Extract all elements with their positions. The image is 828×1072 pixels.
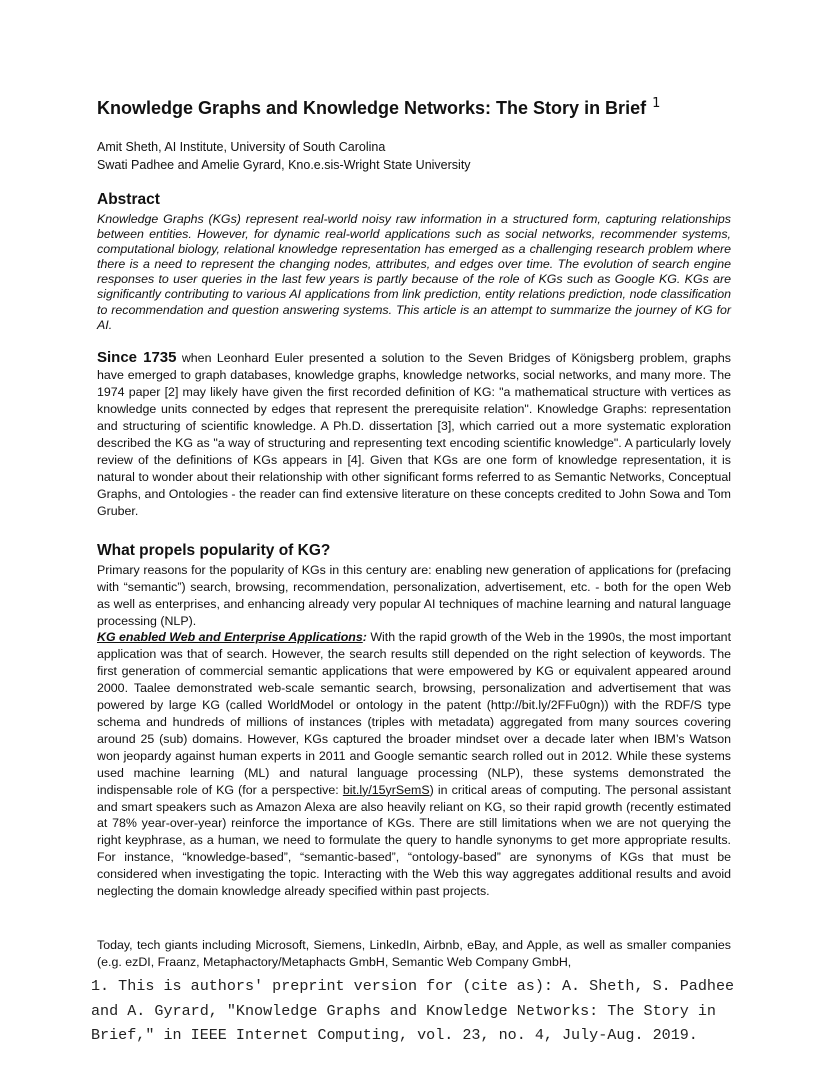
since-paragraph <box>97 350 731 520</box>
kg-heading-colon: : <box>362 630 367 644</box>
kg-applications-heading: KG enabled Web and Enterprise Applications <box>97 630 363 644</box>
author-line-2: Swati Padhee and Amelie Gyrard, Kno.e.sis-Wright State University <box>97 157 471 172</box>
kg-text-part-1: With the rapid growth of the Web in the 1990s, the most important application was that of search. However, the search results still depended on the right selection of keywords. The first generation of commercial semantic applications that were empowered by KG or equivalent appeared around 2000. Taalee demonstrated web-scale semantic search, browsing, personalization and advertisement that was powered by large KG (called WorldModel or ontology in the patent (http://bit.ly/2FFu0gn)) with the RDF/S type schema and hundreds of millions of instances (triples with metadata) aggregated from many sources covering around 25 (sub) domains. However, KGs captured the broader mindset over a decade later when IBM’s Watson won jeopardy against human experts in 2011 and Google semantic search rolled out in 2012. While these systems used machine learning (ML) and natural language processing (NLP), these systems demonstrated the indispensable role of KG (for a perspective: <box>97 630 732 797</box>
today-paragraph: Today, tech giants including Microsoft, Siemens, LinkedIn, Airbnb, eBay, and Apple, as well as smaller companies (e.g. ezDI, Fraanz, Metaphactory/Metaphacts GmbH, Semantic Web Company GmbH, <box>97 938 731 969</box>
author-list <box>97 139 471 174</box>
since-text: when Leonhard Euler presented a solution to the Seven Bridges of Königsberg problem, graphs have emerged to graph databases, knowledge graphs, knowledge networks, social networks, and many more. The 1974 paper [2] may likely have given the first recorded definition of KG: "a mathematical structure with vertices as knowledge units connected by edges that represent the prerequisite relation". Knowledge Graphs: representation and structuring of scientific knowledge. A Ph.D. dissertation [3], which carried out a more systematic exploration described the KG as "a way of structuring and representing text encoding scientific knowledge". A particularly lovely review of the definitions of KGs appears in [4]. Given that KGs are one form of knowledge representation, it is natural to wonder about their relationship with other significant forms referred to as Semantic Networks, Conceptual Graphs, and Ontologies - the reader can find extensive literature on these concepts credited to John Sowa and Tom Gruber. <box>97 351 731 518</box>
abstract-text: Knowledge Graphs (KGs) represent real-world noisy raw information in a structured form, capturing relationships between entities. However, for dynamic real-world applications such as social networks, recommender systems, computational biology, relational knowledge representation has emerged as a challenging research problem where there is a need to represent the changing nodes, attributes, and edges over time. The evolution of search engine responses to user queries in the last few years is partly because of the role of KGs such as Google KG. KGs are significantly contributing to various AI applications from link prediction, entity relations prediction, node classification to recommendation and question answering systems. This article is an attempt to summarize the journey of KG for AI. <box>97 212 731 332</box>
footnote-line-1: 1. This is authors' preprint version for (cite as): A. Sheth, S. Padhee <box>91 977 735 995</box>
popularity-heading: What propels popularity of KG? <box>97 542 331 559</box>
since-lead: Since 1735 <box>97 349 177 366</box>
footnote <box>91 974 791 1048</box>
title-footnote-ref[interactable]: 1 <box>652 96 661 111</box>
footnote-line-3: Brief," in IEEE Internet Computing, vol. 23, no. 4, July-Aug. 2019. <box>91 1026 698 1044</box>
kg-text-part-2: ) in critical areas of computing. The personal assistant and smart speakers such as Amazon Alexa are also heavily reliant on KG, so their rapid growth (recently estimated at 78% year-over-year) reinforce the importance of KGs. There are still limitations when we are not querying the right keyphrase, as a human, we need to formulate the query to handle synonyms to get more appropriate results. For instance, “knowledge-based”, “semantic-based”, “ontology-based” are synonyms of KGs that must be considered when investigating the topic. Interacting with the Web this way aggregates additional results and avoid neglecting the domain knowledge already specified within past projects. <box>97 782 731 899</box>
author-line-1: Amit Sheth, AI Institute, University of South Carolina <box>97 140 386 154</box>
abstract-heading: Abstract <box>97 191 160 208</box>
footnote-line-2: and A. Gyrard, "Knowledge Graphs and Knowledge Networks: The Story in <box>91 1001 716 1020</box>
paper-title <box>97 96 660 119</box>
title-text: Knowledge Graphs and Knowledge Networks: The Story in Brief <box>97 98 647 118</box>
kg-applications-paragraph <box>97 629 731 900</box>
perspective-link[interactable]: bit.ly/15yrSemS <box>342 782 430 797</box>
popularity-paragraph: Primary reasons for the popularity of KGs in this century are: enabling new generation of applications for (prefacing with “semantic”) search, browsing, recommendation, personalization, advertisement, etc. - both for the open Web as well as enterprises, and enhancing already very popular AI techniques of machine learning and natural language processing (NLP). <box>97 563 731 628</box>
